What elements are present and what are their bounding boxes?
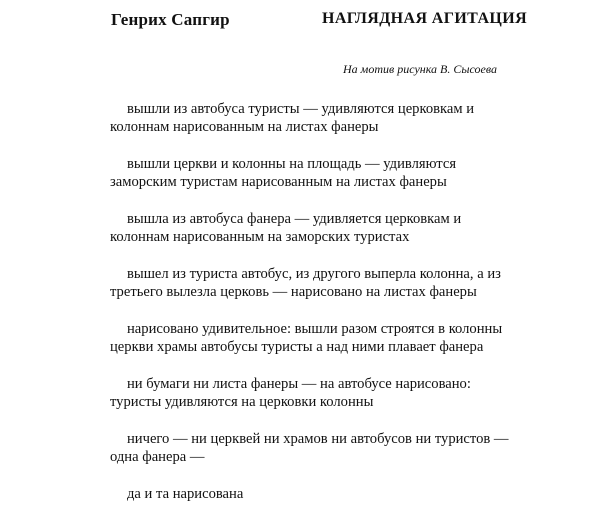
stanza-line: вышли из автобуса туристы — удивляются церковкам и <box>127 101 475 117</box>
stanza <box>110 210 530 246</box>
stanza-line: да и та нарисована <box>127 486 244 502</box>
stanza-line: третьего вылезла церковь — нарисовано на листах фанеры <box>110 284 477 300</box>
stanza <box>110 375 530 411</box>
author-name: Генрих Сапгир <box>111 10 230 29</box>
stanza-line: ничего — ни церквей ни храмов ни автобусов ни туристов — <box>127 431 509 447</box>
stanza-line: заморским туристам нарисованным на листах фанеры <box>110 174 447 190</box>
stanza-line: церкви храмы автобусы туристы а над ними плавает фанера <box>110 339 484 355</box>
stanza-line: колоннам нарисованным на заморских туристах <box>110 229 410 245</box>
stanza-line: вышла из автобуса фанера — удивляется церковкам и <box>127 211 462 227</box>
stanza <box>110 155 530 191</box>
stanza <box>110 100 530 136</box>
stanza <box>110 265 530 301</box>
stanza <box>110 485 530 503</box>
stanza-line: вышли церкви и колонны на площадь — удивляются <box>127 156 457 172</box>
stanza-line: вышел из туриста автобус, из другого выперла колонна, а из <box>127 266 501 282</box>
stanza-line: одна фанера — <box>110 449 205 465</box>
stanza-line: туристы удивляются на церковки колонны <box>110 394 374 410</box>
poem-title: НАГЛЯДНАЯ АГИТАЦИЯ <box>322 10 528 27</box>
poem-body <box>110 100 530 522</box>
dedication: На мотив рисунка В. Сысоева <box>343 62 497 76</box>
stanza-line: колоннам нарисованным на листах фанеры <box>110 119 379 135</box>
stanza <box>110 430 530 466</box>
stanza-line: нарисовано удивительное: вышли разом строятся в колонны <box>127 321 503 337</box>
stanza <box>110 320 530 356</box>
stanza-line: ни бумаги ни листа фанеры — на автобусе нарисовано: <box>127 376 471 392</box>
